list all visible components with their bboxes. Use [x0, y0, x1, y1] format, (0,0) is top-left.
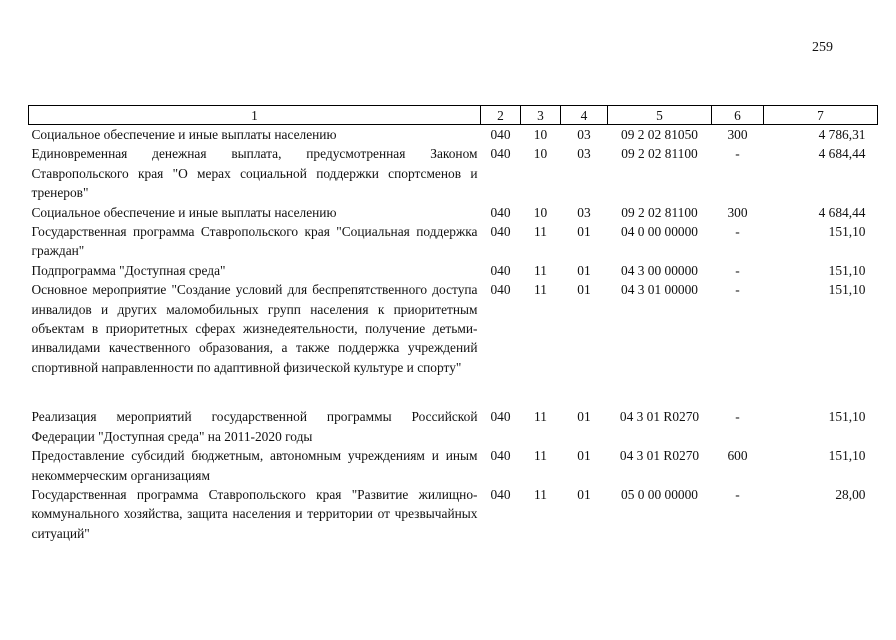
cell-section: 11: [534, 224, 547, 240]
cell-amount: 151,10: [828, 224, 866, 240]
row-name: Единовременная денежная выплата, предусмотренная Законом Ставропольского края "О мерах социальной поддержки спортсменов и тренеров": [31, 146, 478, 201]
cell-section: 11: [534, 409, 547, 425]
cell-target-code: 04 0 00 00000: [621, 224, 698, 240]
cell-ministry: 040: [490, 204, 511, 220]
budget-table: [28, 105, 878, 543]
cell-expense-type: 300: [727, 204, 748, 220]
cell-subsection: 03: [577, 146, 591, 162]
cell-section: 10: [533, 127, 548, 142]
cell-ministry: 040: [490, 262, 511, 278]
cell-amount: 151,10: [828, 448, 866, 464]
cell-target-code: 04 3 01 00000: [621, 282, 698, 298]
row-name: Социальное обеспечение и иные выплаты населению: [31, 127, 337, 142]
table-row: [29, 407, 878, 446]
column-header: 1: [29, 106, 481, 125]
cell-amount: 28,00: [835, 486, 866, 502]
cell-amount: 4 786,31: [818, 127, 866, 142]
cell-amount: 151,10: [828, 282, 866, 298]
row-name: Государственная программа Ставропольского края "Развитие жилищно-коммунального хозяйства, защита населения и территории от чрезвычайных ситуаций": [31, 486, 478, 541]
table-row: [29, 446, 878, 485]
cell-expense-type: 600: [727, 448, 748, 464]
cell-target-code: 09 2 02 81050: [621, 127, 698, 142]
cell-subsection: 01: [577, 282, 591, 298]
column-header: 6: [712, 106, 764, 125]
cell-amount: 151,10: [828, 409, 866, 425]
cell-ministry: 040: [490, 282, 511, 298]
table-row: [29, 125, 878, 145]
cell-ministry: 040: [490, 486, 511, 502]
row-name: Реализация мероприятий государственной программы Российской Федерации "Доступная среда" на 2011-2020 годы: [31, 409, 478, 444]
cell-subsection: 01: [577, 486, 591, 502]
cell-section: 10: [533, 146, 548, 162]
cell-subsection: 01: [577, 448, 591, 464]
cell-expense-type: -: [735, 262, 740, 278]
cell-expense-type: -: [735, 409, 740, 425]
table-row: [29, 261, 878, 280]
cell-target-code: 04 3 01 R0270: [619, 409, 700, 425]
cell-amount: 4 684,44: [818, 146, 866, 162]
cell-ministry: 040: [490, 146, 511, 162]
cell-target-code: 05 0 00 00000: [621, 486, 698, 502]
table-row: [29, 222, 878, 261]
page-number: 259: [812, 40, 833, 55]
cell-ministry: 040: [490, 409, 511, 425]
cell-expense-type: -: [735, 282, 740, 298]
cell-ministry: 040: [490, 448, 511, 464]
cell-expense-type: 300: [727, 127, 748, 142]
cell-target-code: 09 2 02 81100: [621, 204, 698, 220]
spacer-row: [29, 377, 878, 407]
column-header: 5: [608, 106, 712, 125]
row-name: Предоставление субсидий бюджетным, автономным учреждениям и иным некоммерческим организациям: [31, 448, 478, 483]
table-row: [29, 144, 878, 202]
row-name: Основное мероприятие "Создание условий для беспрепятственного доступа инвалидов и других маломобильных групп населения к приоритетным объектам в приоритетных сферах жизнедеятельности, получение детьми-инвалидами качественного образования, а также поддержка учреждений спортивной направленности по адаптивной физической культуре и спорту": [31, 282, 478, 375]
cell-section: 10: [533, 204, 548, 220]
table-row: [29, 485, 878, 543]
cell-subsection: 03: [577, 204, 591, 220]
cell-section: 11: [534, 486, 547, 502]
cell-amount: 151,10: [828, 262, 866, 278]
cell-subsection: 03: [577, 127, 591, 142]
cell-section: 11: [534, 282, 547, 298]
column-header: 4: [561, 106, 608, 125]
header-row: [29, 106, 878, 125]
cell-target-code: 09 2 02 81100: [621, 146, 698, 162]
row-name: Государственная программа Ставропольского края "Социальная поддержка граждан": [31, 224, 478, 259]
cell-ministry: 040: [490, 224, 511, 240]
cell-target-code: 04 3 00 00000: [621, 262, 698, 278]
cell-target-code: 04 3 01 R0270: [619, 448, 700, 464]
column-header: 7: [764, 106, 878, 125]
cell-expense-type: -: [735, 146, 740, 162]
column-header: 2: [481, 106, 521, 125]
cell-section: 11: [534, 448, 547, 464]
cell-subsection: 01: [577, 224, 591, 240]
cell-section: 11: [534, 262, 547, 278]
row-name: Социальное обеспечение и иные выплаты населению: [31, 204, 337, 220]
cell-subsection: 01: [577, 409, 591, 425]
cell-expense-type: -: [735, 486, 740, 502]
row-name: Подпрограмма "Доступная среда": [31, 262, 226, 278]
table-row: [29, 203, 878, 222]
column-header: 3: [521, 106, 561, 125]
cell-expense-type: -: [735, 224, 740, 240]
cell-ministry: 040: [490, 127, 511, 142]
cell-amount: 4 684,44: [818, 204, 866, 220]
table-row: [29, 280, 878, 377]
cell-subsection: 01: [577, 262, 591, 278]
